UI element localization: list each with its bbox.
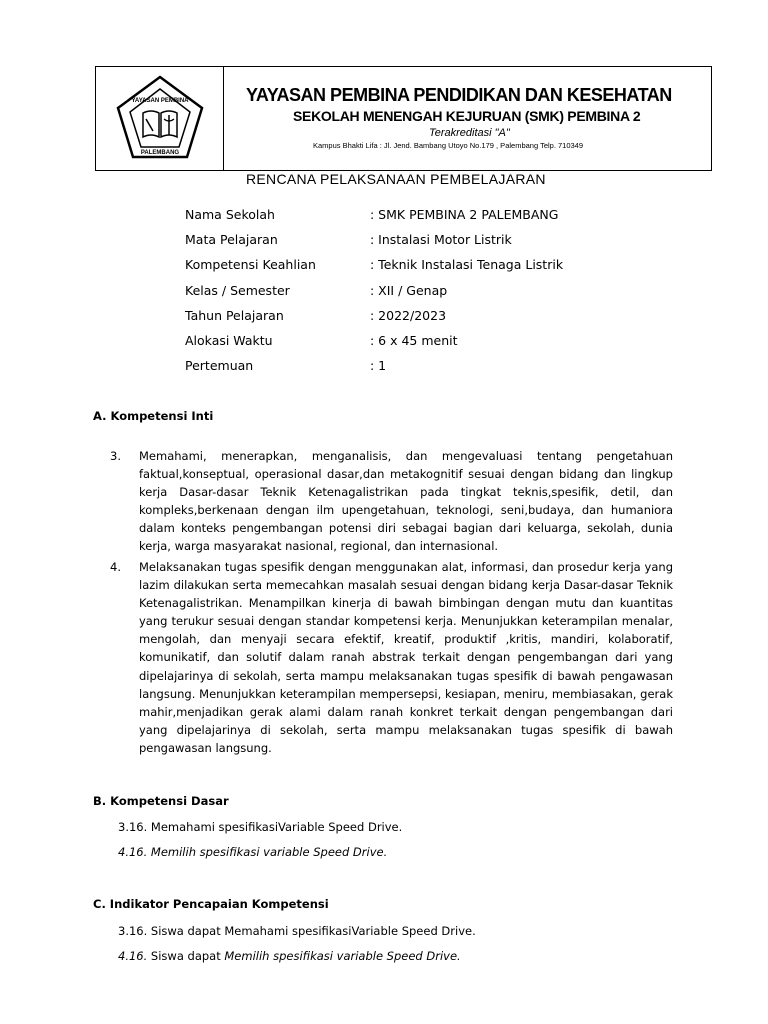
logo-bottom-text: PALEMBANG [140, 150, 180, 156]
ki-number: 3. [110, 449, 121, 463]
logo-cell [96, 67, 224, 170]
info-value: : XII / Genap [370, 282, 448, 298]
school-logo-icon [115, 75, 205, 161]
kd-3-16: 3.16. Memahami spesifikasiVariable Speed Drive. [118, 820, 403, 834]
info-value: : 1 [370, 358, 387, 374]
ipk-4-16-number: 4.16. [118, 949, 148, 963]
letterhead [95, 66, 712, 171]
ki-number: 4. [110, 560, 121, 574]
ipk-4-16-plain: Siswa dapat [147, 949, 225, 963]
accreditation: Terakreditasi "A" [429, 127, 510, 139]
info-value: : 6 x 45 menit [370, 332, 458, 348]
kd-4-16: 4.16. Memilih spesifikasi variable Speed Drive. [118, 845, 388, 859]
ipk-4-16-italic: Memilih spesifikasi variable Speed Drive. [224, 949, 461, 963]
document-title: RENCANA PELAKSANAAN PEMBELAJARAN [246, 171, 546, 187]
info-value: : Instalasi Motor Listrik [370, 232, 512, 248]
info-label: Kelas / Semester [185, 282, 290, 298]
info-value: : Teknik Instalasi Tenaga Listrik [370, 257, 564, 273]
info-value: : SMK PEMBINA 2 PALEMBANG [370, 207, 559, 222]
ki-item-4 [110, 558, 673, 768]
logo-top-text: YAYASAN PEMBINA [131, 98, 189, 104]
info-label: Pertemuan [185, 358, 254, 374]
school-name: SEKOLAH MENENGAH KEJURUAN (SMK) PEMBINA 2 [293, 108, 641, 124]
school-address: Kampus Bhakti Lifa : Jl. Jend. Bambang Utoyo No.179 , Palembang Telp. 710349 [313, 141, 584, 150]
section-b-heading: B. Kompetensi Dasar [93, 794, 229, 808]
ipk-3-16: 3.16. Siswa dapat Memahami spesifikasiVariable Speed Drive. [118, 924, 476, 938]
info-label: Nama Sekolah [185, 207, 275, 222]
section-c-heading: C. Indikator Pencapaian Kompetensi [93, 897, 329, 911]
section-a-heading: A. Kompetensi Inti [93, 409, 214, 423]
info-value: : 2022/2023 [370, 307, 447, 323]
ki-text: Melaksanakan tugas spesifik dengan menggunakan alat, informasi, dan prosedur kerja yang lazim dilakukan serta memecahkan masalah sesuai dengan bidang kerja Dasar-dasar Teknik Ketenagalistrikan. Menampilkan kinerja di bawah bimbingan dengan mutu dan kuantitas yang terukur sesuai dengan standar kompetensi kerja. Menunjukkan keterampilan menalar, mengolah, dan menyaji secara efektif, kreatif, produktif ,kritis, mandiri, kolaboratif, komunikatif, dan solutif dalam ranah abstrak terkait dengan pengembangan dari yang dipelajarinya di sekolah, serta mampu melaksanakan tugas spesifik di bawah pengawasan langsung. Menunjukkan keterampilan mempersepsi, kesiapan, meniru, membiasakan, gerak mahir,menjadikan gerak alami dalam ranah konkret terkait dengan pengembangan dari yang dipelajarinya di sekolah, serta mampu melaksanakan tugas spesifik di bawah pengawasan langsung. [139, 560, 673, 755]
info-label: Kompetensi Keahlian [185, 257, 316, 273]
foundation-name: YAYASAN PEMBINA PENDIDIKAN DAN KESEHATAN [246, 85, 672, 105]
info-label: Tahun Pelajaran [185, 307, 284, 323]
info-label: Mata Pelajaran [185, 232, 278, 248]
info-label: Alokasi Waktu [185, 332, 273, 348]
ipk-4-16 [118, 949, 461, 963]
ki-text: Memahami, menerapkan, menganalisis, dan mengevaluasi tentang pengetahuan faktual,konseptual, operasional dasar,dan metakognitif sesuai dengan bidang dan lingkup kerja Dasar-dasar Teknik Ketenagalistrikan pada tingkat teknis,spesifik, detil, dan kompleks,berkenaan dengan ilm upengetahuan, teknologi, seni,budaya, dan humaniora dalam konteks pengembangan potensi diri sebagai bagian dari keluarga, sekolah, dunia kerja, warga masyarakat nasional, regional, dan internasional. [139, 449, 673, 554]
ki-item-3 [110, 447, 673, 561]
